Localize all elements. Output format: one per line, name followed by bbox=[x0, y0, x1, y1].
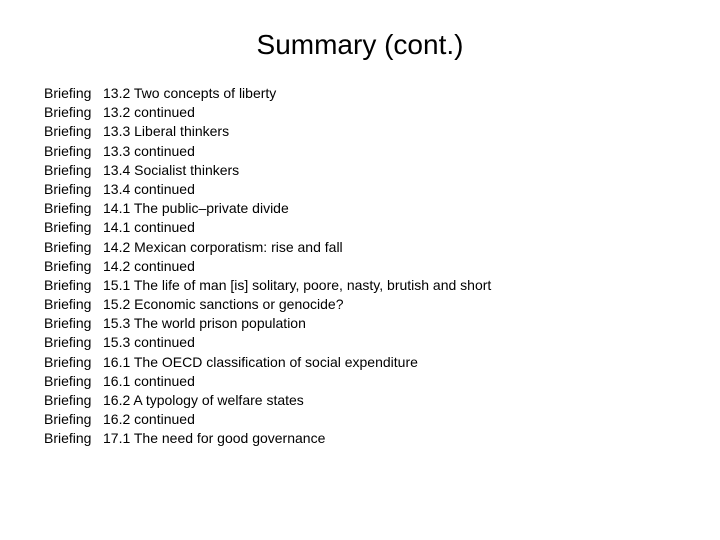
list-item bbox=[44, 122, 491, 141]
briefing-text: 13.2 continued bbox=[103, 104, 195, 121]
slide-title: Summary (cont.) bbox=[256, 29, 464, 60]
briefing-text: 16.1 continued bbox=[103, 372, 195, 389]
briefing-label: Briefing bbox=[44, 353, 92, 370]
briefing-list bbox=[44, 84, 491, 449]
briefing-label: Briefing bbox=[44, 411, 92, 428]
briefing-text: 17.1 The need for good governance bbox=[103, 430, 326, 447]
briefing-text: 14.1 The public–private divide bbox=[103, 200, 289, 217]
briefing-text: 14.2 continued bbox=[103, 257, 195, 274]
briefing-text: 16.2 continued bbox=[103, 411, 195, 428]
briefing-label: Briefing bbox=[44, 372, 92, 389]
list-item bbox=[44, 238, 491, 257]
briefing-text: 15.1 The life of man [is] solitary, poore, nasty, brutish and short bbox=[103, 276, 492, 293]
briefing-label: Briefing bbox=[44, 296, 92, 313]
list-item bbox=[44, 391, 491, 410]
list-item bbox=[44, 372, 491, 391]
briefing-label: Briefing bbox=[44, 238, 92, 255]
briefing-label: Briefing bbox=[44, 334, 92, 351]
briefing-label: Briefing bbox=[44, 142, 92, 159]
briefing-label: Briefing bbox=[44, 392, 92, 408]
briefing-text: 13.2 Two concepts of liberty bbox=[103, 85, 277, 101]
list-item bbox=[44, 333, 491, 352]
list-item bbox=[44, 353, 491, 372]
briefing-text: 15.3 The world prison population bbox=[103, 315, 306, 332]
briefing-label: Briefing bbox=[44, 276, 92, 293]
briefing-text: 13.3 continued bbox=[103, 142, 195, 159]
list-item bbox=[44, 314, 491, 333]
list-item bbox=[44, 276, 491, 295]
briefing-label: Briefing bbox=[44, 430, 92, 447]
list-item bbox=[44, 103, 491, 122]
briefing-label: Briefing bbox=[44, 200, 92, 217]
briefing-text: 13.4 continued bbox=[103, 180, 195, 197]
briefing-text: 15.2 Economic sanctions or genocide? bbox=[103, 296, 344, 313]
briefing-text: 16.1 The OECD classification of social expenditure bbox=[103, 353, 418, 370]
list-item bbox=[44, 295, 491, 314]
briefing-text: 13.4 Socialist thinkers bbox=[103, 161, 240, 178]
briefing-text: 15.3 continued bbox=[103, 334, 195, 351]
list-item bbox=[44, 84, 491, 103]
briefing-text: 14.1 continued bbox=[103, 219, 195, 236]
briefing-label: Briefing bbox=[44, 180, 92, 197]
list-item bbox=[44, 180, 491, 199]
briefing-label: Briefing bbox=[44, 85, 92, 101]
briefing-label: Briefing bbox=[44, 123, 92, 140]
briefing-text: 13.3 Liberal thinkers bbox=[103, 123, 230, 140]
list-item bbox=[44, 199, 491, 218]
briefing-label: Briefing bbox=[44, 161, 92, 178]
briefing-text: 16.2 A typology of welfare states bbox=[103, 392, 304, 408]
briefing-text: 14.2 Mexican corporatism: rise and fall bbox=[103, 238, 343, 255]
list-item bbox=[44, 218, 491, 237]
list-item bbox=[44, 161, 491, 180]
list-item bbox=[44, 429, 491, 448]
briefing-label: Briefing bbox=[44, 257, 92, 274]
list-item bbox=[44, 410, 491, 429]
briefing-label: Briefing bbox=[44, 219, 92, 236]
list-item bbox=[44, 142, 491, 161]
list-item bbox=[44, 257, 491, 276]
briefing-label: Briefing bbox=[44, 104, 92, 121]
briefing-label: Briefing bbox=[44, 315, 92, 332]
